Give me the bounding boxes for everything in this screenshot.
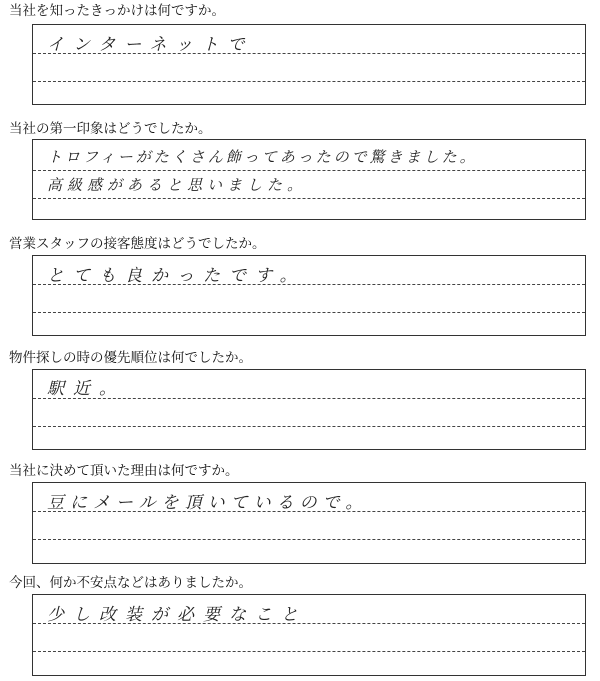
answer-text-line-1: とても良かったです。: [47, 266, 306, 286]
answer-line: [33, 426, 585, 427]
question-label: 営業スタッフの接客態度はどうでしたか。: [9, 236, 266, 252]
answer-box: [32, 24, 586, 105]
answer-box: [32, 482, 586, 564]
answer-line: [33, 81, 585, 82]
answer-text-line-1: トロフィーがたくさん飾ってあったので驚きました。: [47, 148, 478, 166]
question-label: 今回、何か不安点などはありましたか。: [9, 575, 252, 591]
answer-box: [32, 369, 586, 450]
answer-line: [33, 312, 585, 313]
answer-box: [32, 594, 586, 676]
answer-text-line-1: インターネットで: [47, 35, 254, 55]
answer-text-line-2: 高級感があると思いました。: [47, 176, 308, 194]
answer-box: [32, 255, 586, 336]
answer-line: [33, 539, 585, 540]
answer-text-line-1: 少し改装が必要なこと: [47, 605, 307, 625]
answer-line: [33, 198, 585, 199]
answer-line: [33, 651, 585, 652]
question-label: 当社を知ったきっかけは何ですか。: [9, 3, 225, 19]
answer-text-line-1: 豆にメールを頂いているので。: [47, 493, 369, 513]
question-label: 物件探しの時の優先順位は何でしたか。: [9, 350, 252, 366]
answer-line: [33, 170, 585, 171]
answer-text-line-1: 駅近。: [47, 379, 125, 399]
question-label: 当社に決めて頂いた理由は何ですか。: [9, 463, 239, 479]
answer-box: [32, 139, 586, 220]
question-label: 当社の第一印象はどうでしたか。: [9, 121, 212, 137]
